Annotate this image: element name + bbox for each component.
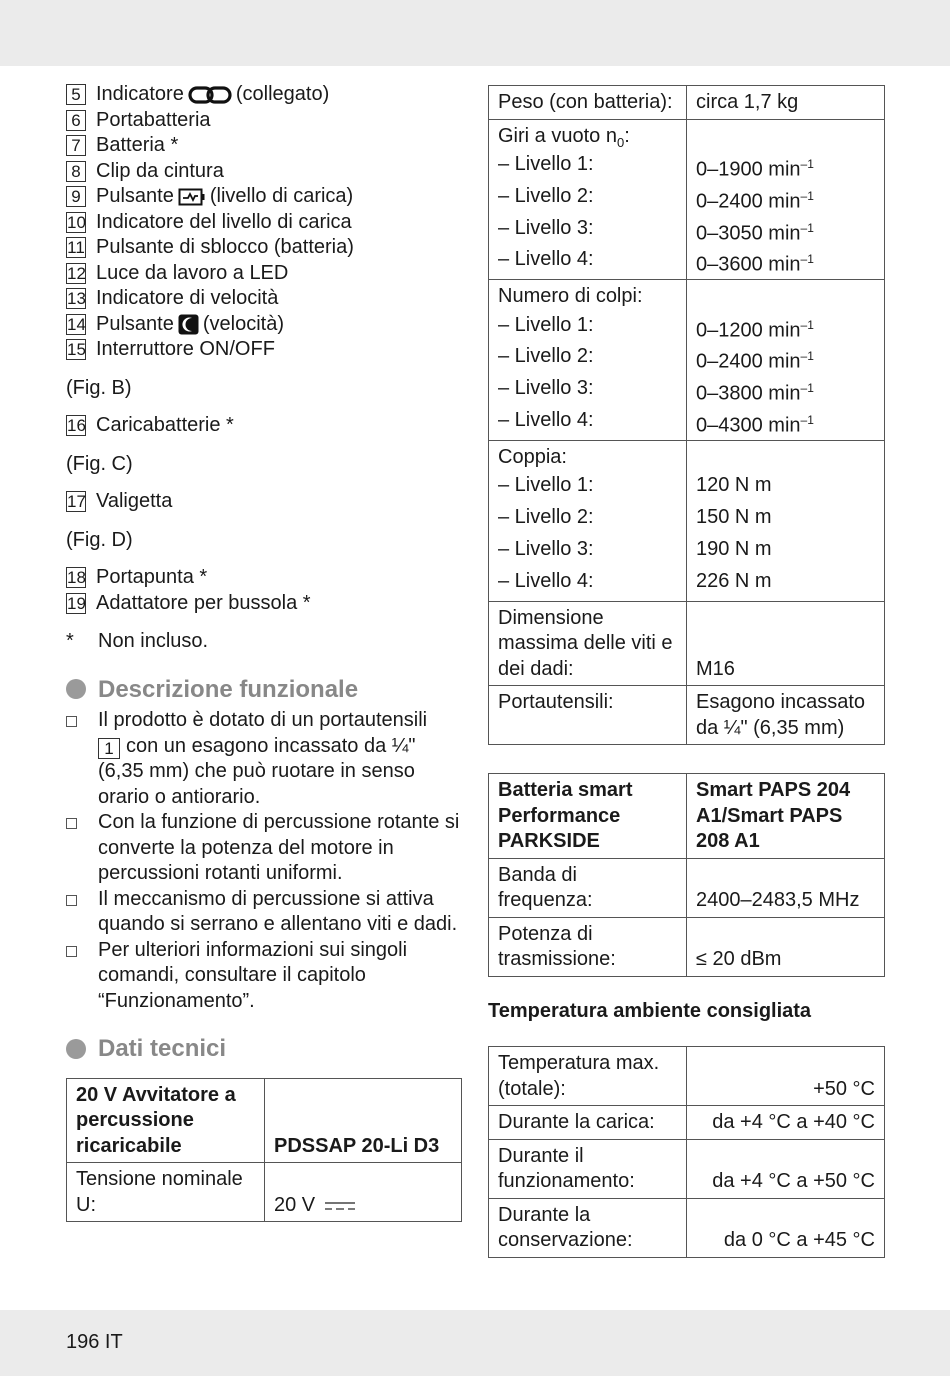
level-value [696,405,875,437]
table-row [67,1078,462,1163]
level-label: – Livello 3: [498,216,594,239]
value-text: 0–1200 min [696,319,801,342]
blows-label: Numero di colpi: [498,285,643,308]
value-text: 0–3050 min [696,222,801,245]
level-label: – Livello 3: [498,377,594,400]
table-cell: circa 1,7 kg [687,86,885,120]
part-item [66,591,462,617]
table-row [489,119,885,280]
section-bullet-icon [66,1039,86,1059]
table-cell [489,440,687,601]
bullet-text-part: con un esagono incassato da ¼" (6,35 mm) che può ruotare in senso orario o antiorario. [98,734,416,808]
part-item [66,261,462,287]
table-row [489,601,885,686]
part-label: Batteria * [96,134,179,156]
footnote-marker: * [66,630,74,652]
table-cell: Peso (con batteria): [489,86,687,120]
table-cell: Durante la carica: [489,1106,687,1140]
torque-label: Coppia: [498,445,567,468]
part-item [66,82,462,108]
part-item [66,184,462,210]
part-number: 7 [66,135,86,156]
bullet-text: Per ulteriori informazioni sui singoli comandi, consultare il capitolo “Funzionamento”. [98,938,408,1012]
part-item [66,210,462,236]
bullet-item [66,708,462,810]
part-number: 8 [66,161,86,182]
value-text: 0–3800 min [696,382,801,405]
value-exponent: –1 [800,220,814,235]
value-exponent: –1 [800,157,814,171]
table-cell [687,119,885,280]
dc-symbol-icon [325,1201,355,1211]
table-cell: da +4 °C a +40 °C [687,1106,885,1140]
battery-spec-table [488,773,885,977]
table-cell: Tensione nominale U: [67,1163,265,1222]
link-icon [188,85,232,105]
part-label: Clip da cintura [96,159,224,182]
part-number: 1 [98,738,120,759]
figure-label: (Fig. C) [66,452,133,475]
part-number: 17 [67,492,86,512]
part-number: 6 [66,110,86,131]
value-exponent: –1 [800,349,814,364]
table-cell: da +4 °C a +50 °C [687,1139,885,1198]
level-label: – Livello 4: [498,569,594,592]
section-title: Descrizione funzionale [98,675,359,703]
value-text: 0–3600 min [696,254,801,277]
table-row [489,86,885,120]
table-cell: Dimensione massima delle viti e dei dadi: [489,601,687,686]
part-item [66,133,462,159]
table-row [489,858,885,917]
part-number: 16 [67,416,86,436]
footnote-text: Non incluso. [98,630,209,652]
section-bullet-icon [66,679,86,699]
level-value [696,373,875,405]
table-row [489,1139,885,1198]
parts-list [66,82,462,363]
part-label-suffix: (livello di carica) [209,185,354,207]
part-label: Pulsante di sblocco (batteria) [96,236,354,258]
level-label: – Livello 2: [498,345,594,368]
part-item [66,286,462,312]
label-colon: : [624,124,630,147]
part-item [66,565,462,591]
table-cell: Batteria smart Performance PARKSIDE [489,774,687,859]
table-cell: Potenza di trasmissione: [489,917,687,976]
figure-label: (Fig. B) [66,376,132,399]
level-label: – Livello 3: [498,537,594,560]
table-cell: Temperatura max. (totale): [489,1047,687,1106]
table-cell: 20 V Avvitatore a percussione ricaricabile [67,1078,265,1163]
level-label: – Livello 2: [498,506,594,529]
part-item [66,235,462,261]
bullet-text [98,708,462,810]
part-label-suffix: (velocità) [202,312,284,335]
left-column [66,82,462,1222]
table-row [489,686,885,745]
level-label: – Livello 2: [498,184,594,207]
table-cell [687,440,885,601]
table-cell: Esagono incassato da ¼" (6,35 mm) [687,686,885,745]
table-row [489,280,885,441]
empty-line [696,284,875,310]
value-text: 0–1900 min [696,158,801,181]
value-exponent: –1 [800,252,814,267]
level-label: – Livello 4: [498,409,594,432]
part-label: Valigetta [96,490,173,512]
table-row [489,917,885,976]
level-value [696,341,875,373]
part-number: 11 [67,238,85,258]
temperature-table [488,1046,885,1258]
checkbox-bullet-icon [66,895,77,906]
table-row [67,1163,462,1222]
level-value: 150 N m [696,506,772,529]
checkbox-bullet-icon [66,818,77,829]
level-label: – Livello 1: [498,313,594,336]
bullet-text-part: Il prodotto è dotato di un portautensili [98,709,428,731]
level-value: 226 N m [696,569,772,592]
part-label: Portapunta * [96,566,208,588]
part-label: Portabatteria [96,108,211,131]
footnote [66,629,462,655]
table-row [489,1047,885,1106]
part-label-suffix: (collegato) [235,83,330,105]
level-value [696,244,875,276]
table-cell: 2400–2483,5 MHz [687,858,885,917]
level-value [696,310,875,342]
table-cell: Smart PAPS 204 A1/Smart PAPS 208 A1 [687,774,885,859]
value-text: 0–2400 min [696,351,801,374]
part-number: 13 [67,289,86,309]
table-cell [489,280,687,441]
table-cell: Portautensili: [489,686,687,745]
table-cell [489,119,687,280]
level-value: 120 N m [696,474,772,497]
figure-label: (Fig. D) [66,528,133,551]
checkbox-bullet-icon [66,716,77,727]
table-row [489,774,885,859]
value-exponent: –1 [800,413,814,428]
voltage-value: 20 V [274,1193,316,1216]
value-text: 0–4300 min [696,414,801,437]
part-label: Pulsante [96,312,174,335]
value-text: 0–2400 min [696,190,801,213]
part-number: 14 [67,314,86,334]
label-subscript: 0 [616,134,625,150]
value-exponent: –1 [800,317,814,332]
temperature-heading: Temperatura ambiente consigliata [488,999,812,1022]
section-title: Dati tecnici [98,1035,227,1062]
part-item [66,108,462,134]
part-number: 5 [66,84,86,105]
speed-icon [178,314,199,335]
page-number: 196 IT [66,1331,123,1353]
table-cell: PDSSAP 20-Li D3 [265,1078,462,1163]
level-value: 190 N m [696,537,772,560]
bullet-item [66,938,462,1015]
table-cell: Banda di frequenza: [489,858,687,917]
part-label: Interruttore ON/OFF [96,338,275,360]
section-heading-functional [66,677,462,703]
part-label: Luce da lavoro a LED [96,261,289,284]
bullet-text: Il meccanismo di percussione si attiva quando si serrano e allentano viti e dadi. [98,887,458,935]
table-cell: +50 °C [687,1047,885,1106]
part-item [66,159,462,185]
table-cell: Durante il funzionamento: [489,1139,687,1198]
idle-speed-label [498,124,677,150]
part-number: 9 [66,186,86,207]
performance-spec-table [488,85,885,745]
bullet-text: Con la funzione di percussione rotante si converte la potenza del motore in percussioni rotanti uniformi. [98,811,460,884]
table-cell: M16 [687,601,885,686]
section-heading-technical [66,1036,462,1062]
table-row [489,440,885,601]
part-label: Adattatore per bussola * [96,591,311,614]
battery-charge-icon [178,187,206,207]
part-number: 15 [67,340,86,360]
value-exponent: –1 [800,188,814,203]
level-label: – Livello 1: [498,153,594,175]
level-label: – Livello 1: [498,474,594,497]
level-value [696,149,875,181]
level-value [696,213,875,245]
footer-band [0,1310,950,1376]
table-cell [265,1163,462,1222]
empty-line [696,445,875,471]
level-label: – Livello 4: [498,248,594,271]
table-cell: da 0 °C a +45 °C [687,1198,885,1257]
value-exponent: –1 [800,381,814,396]
part-label: Indicatore del livello di carica [96,210,352,233]
part-label: Pulsante [96,185,174,207]
part-item [66,312,462,338]
part-number: 12 [67,263,86,283]
part-label: Indicatore di velocità [96,287,279,309]
right-column [488,85,885,1258]
part-label: Indicatore [96,83,184,105]
bullet-item [66,810,462,887]
label-text: Giri a vuoto n [498,124,617,147]
part-number: 10 [67,212,86,232]
bullet-item [66,887,462,938]
table-cell: Durante la conservazione: [489,1198,687,1257]
part-item [66,337,462,363]
part-item [66,489,462,515]
empty-line [696,124,875,150]
part-label: Caricabatterie * [96,414,234,436]
level-value [696,181,875,213]
part-item [66,413,462,439]
header-band [0,0,950,66]
table-cell [687,280,885,441]
checkbox-bullet-icon [66,946,77,957]
table-row [489,1106,885,1140]
table-row [489,1198,885,1257]
part-number: 19 [67,593,86,613]
part-number: 18 [67,568,86,588]
tool-spec-table [66,1078,462,1223]
table-cell: ≤ 20 dBm [687,917,885,976]
